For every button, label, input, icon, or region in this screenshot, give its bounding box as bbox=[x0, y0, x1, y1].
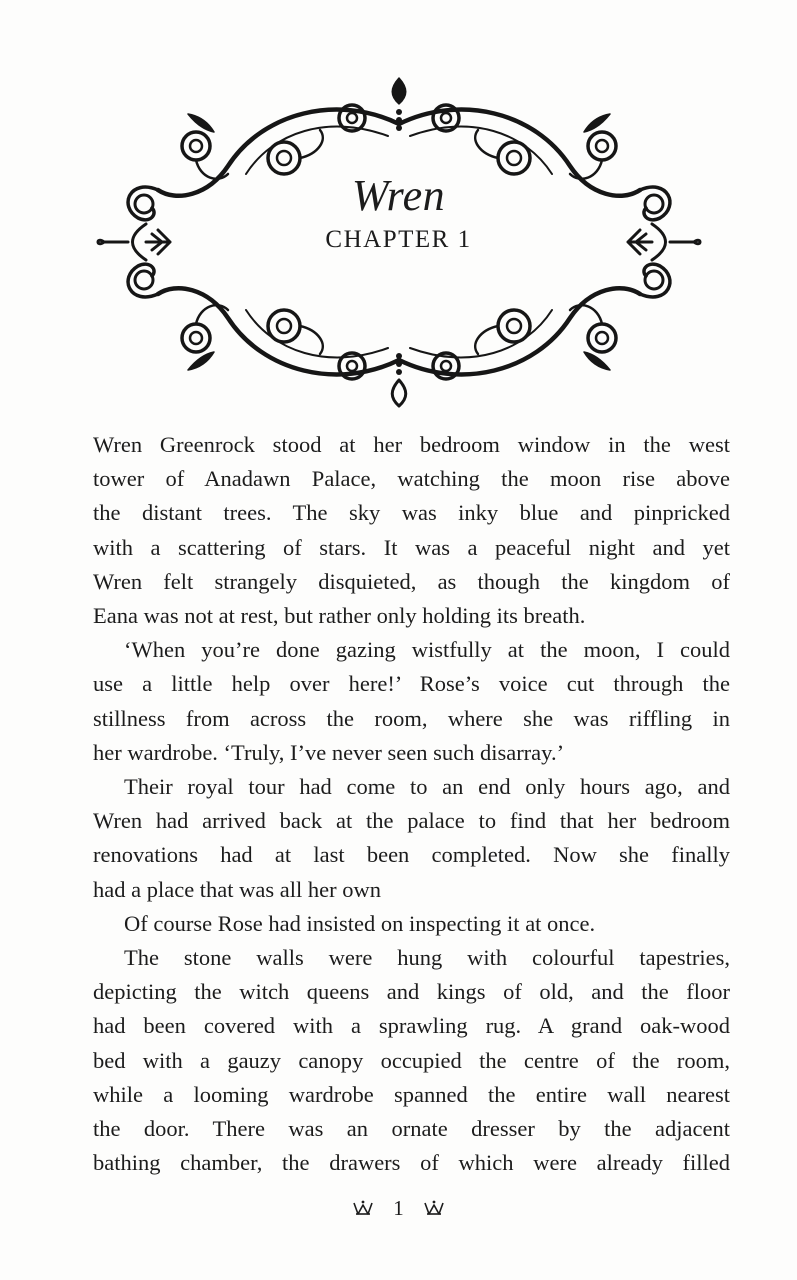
text-line: stillness from across the room, where she was riffling in bbox=[93, 705, 730, 731]
text-line: her wardrobe. ‘Truly, I’ve never seen such disarray.’ bbox=[93, 739, 565, 765]
paragraph bbox=[93, 633, 730, 770]
text-line: renovations had at last been completed. Now she finally bbox=[93, 842, 730, 868]
text-line: Eana was not at rest, but rather only holding its breath. bbox=[93, 603, 586, 629]
text-line: while a looming wardrobe spanned the entire wall nearest bbox=[93, 1081, 730, 1107]
crown-icon bbox=[352, 1199, 374, 1217]
text-line: the distant trees. The sky was inky blue and pinpricked bbox=[93, 500, 730, 526]
text-line: bed with a gauzy canopy occupied the centre of the room, bbox=[93, 1047, 730, 1073]
paragraph bbox=[93, 941, 730, 1180]
text-line: bathing chamber, the drawers of which were already filled bbox=[93, 1150, 730, 1176]
text-line: ‘When you’re done gazing wistfully at the moon, I could bbox=[124, 637, 730, 663]
chapter-number: CHAPTER 1 bbox=[325, 226, 472, 253]
text-line: Of course Rose had insisted on inspecting it at once. bbox=[124, 910, 596, 936]
text-line: use a little help over here!’ Rose’s voice cut through the bbox=[93, 671, 730, 697]
crown-icon bbox=[423, 1199, 445, 1217]
page-number: 1 bbox=[393, 1196, 404, 1220]
text-line: Wren had arrived back at the palace to find that her bedroom bbox=[93, 808, 730, 834]
text-line: Wren Greenrock stood at her bedroom window in the west bbox=[93, 432, 730, 457]
chapter-title: Wren bbox=[351, 171, 446, 220]
paragraph bbox=[93, 770, 730, 907]
text-line: The stone walls were hung with colourful tapestries, bbox=[124, 945, 730, 971]
text-line: Wren felt strangely disquieted, as though the kingdom of bbox=[93, 568, 730, 594]
text-line: the door. There was an ornate dresser by the adjacent bbox=[93, 1116, 730, 1142]
page-footer bbox=[0, 1196, 797, 1221]
paragraph bbox=[93, 907, 730, 941]
text-line: Their royal tour had come to an end only hours ago, and bbox=[124, 774, 730, 800]
paragraph bbox=[93, 428, 730, 633]
text-line: with a scattering of stars. It was a peaceful night and yet bbox=[93, 534, 730, 560]
text-line: tower of Anadawn Palace, watching the moon rise above bbox=[93, 466, 730, 492]
chapter-body bbox=[93, 428, 730, 1180]
text-line: had been covered with a sprawling rug. A grand oak-wood bbox=[93, 1013, 730, 1039]
text-line: had a place that was all her own bbox=[93, 876, 382, 902]
text-line: depicting the witch queens and kings of old, and the floor bbox=[93, 979, 730, 1005]
